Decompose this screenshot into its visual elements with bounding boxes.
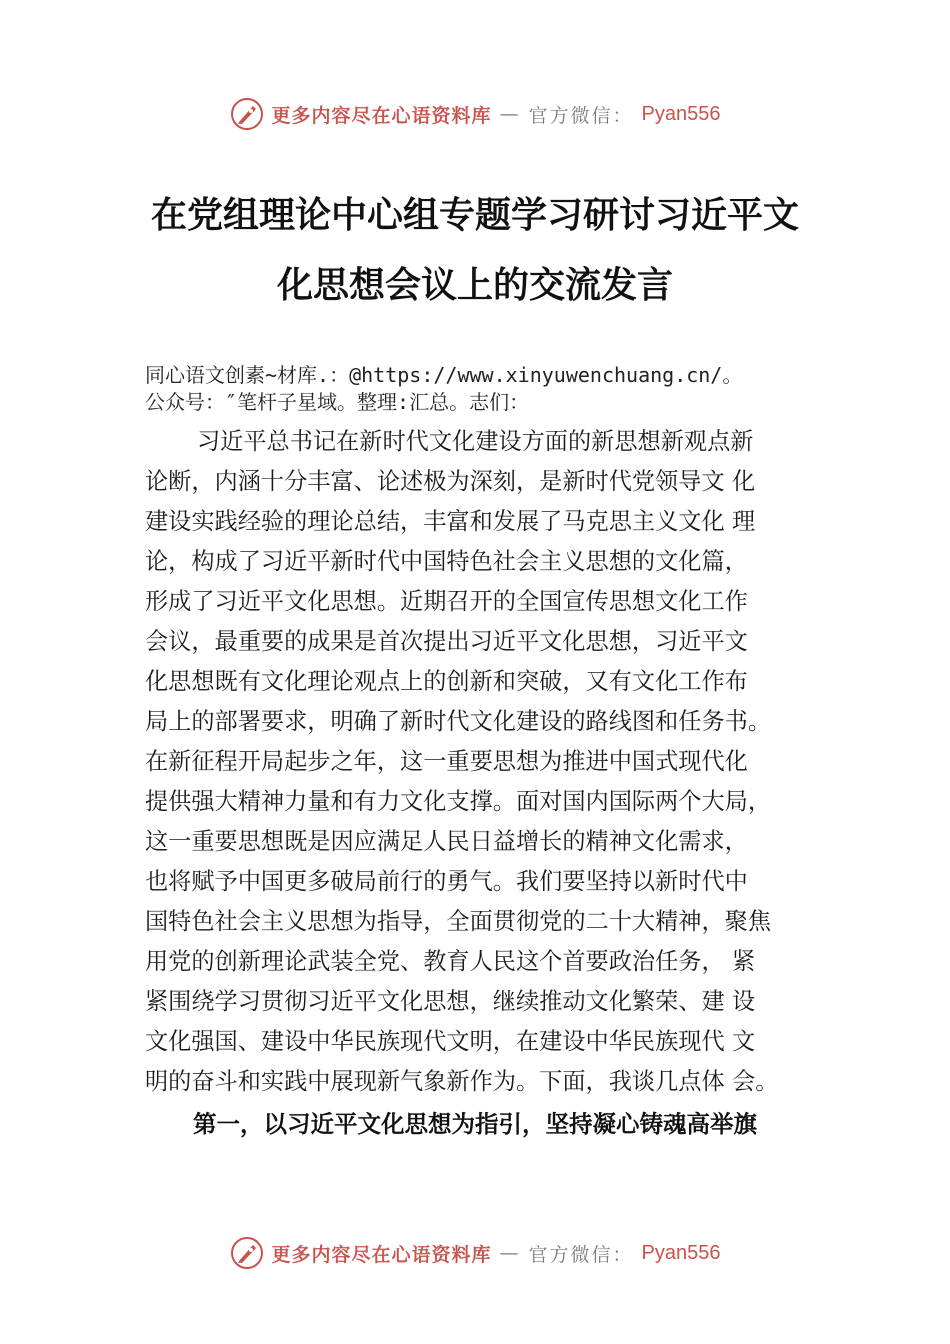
- body-line: 化思想既有文化理论观点上的创新和突破，又有文化工作布: [145, 668, 748, 695]
- header-banner: [0, 94, 950, 134]
- body-line: 会议，最重要的成果是首次提出习近平文化思想，习近平文: [145, 628, 748, 655]
- body-line: 建设实践经验的理论总结，丰富和发展了马克思主义文化 理: [145, 508, 756, 535]
- body-line: 文化强国、建设中华民族现代文明，在建设中华民族现代 文: [145, 1028, 756, 1055]
- body-line: 国特色社会主义思想为指导，全面贯彻党的二十大精神，聚焦: [145, 908, 772, 935]
- title-line-2: 化思想会议上的交流发言: [276, 264, 673, 306]
- banner-wechat-id: Pyan556: [641, 102, 721, 125]
- body-line: 提供强大精神力量和有力文化支撑。面对国内国际两个大局，: [145, 788, 772, 815]
- meta-line-1: 同心语文创素~材库.：@https://www.xinyuwenchuang.cn/。: [145, 363, 743, 387]
- body-line: 局上的部署要求，明确了新时代文化建设的路线图和任务书。: [145, 708, 772, 735]
- body-line: 论断，内涵十分丰富、论述极为深刻，是新时代党领导文 化: [145, 468, 756, 495]
- banner-main-text: 更多内容尽在心语资料库: [271, 104, 492, 127]
- quill-logo-icon: [230, 97, 264, 131]
- body-line: 形成了习近平文化思想。近期召开的全国宣传思想文化工作: [145, 588, 748, 615]
- body-line: 习近平总书记在新时代文化建设方面的新思想新观点新: [197, 428, 754, 455]
- body-line: 这一重要思想既是因应满足人民日益增长的精神文化需求，: [145, 828, 748, 855]
- banner-dash: —: [499, 1242, 521, 1264]
- banner-wechat-id: Pyan556: [641, 1241, 721, 1264]
- footer-banner: [0, 1233, 950, 1273]
- quill-logo-icon: [230, 1236, 264, 1270]
- meta-line-2: 公众号：″笔杆子星域。整理:汇总。志们：: [145, 390, 530, 414]
- banner-main-text: 更多内容尽在心语资料库: [271, 1243, 492, 1266]
- body-line: 在新征程开局起步之年，这一重要思想为推进中国式现代化: [145, 748, 748, 775]
- body-line: 论，构成了习近平新时代中国特色社会主义思想的文化篇，: [145, 548, 748, 575]
- banner-wechat-label: 官方微信：: [528, 1243, 634, 1266]
- banner-wechat-label: 官方微信：: [528, 104, 634, 127]
- banner-dash: —: [499, 103, 521, 125]
- body-line: 也将赋予中国更多破局前行的勇气。我们要坚持以新时代中: [145, 868, 748, 895]
- source-meta: [145, 362, 835, 416]
- body-paragraph: [145, 422, 845, 1102]
- section-heading: 第一，以习近平文化思想为指引，坚持凝心铸魂高举旗: [193, 1110, 757, 1138]
- document-title: [0, 180, 950, 320]
- body-line: 明的奋斗和实践中展现新气象新作为。下面，我谈几点体 会。: [145, 1068, 779, 1095]
- body-line: 紧围绕学习贯彻习近平文化思想，继续推动文化繁荣、建 设: [145, 988, 756, 1015]
- title-line-1: 在党组理论中心组专题学习研讨习近平文: [150, 194, 799, 236]
- body-line: 用党的创新理论武装全党、教育人民这个首要政治任务， 紧: [145, 948, 756, 975]
